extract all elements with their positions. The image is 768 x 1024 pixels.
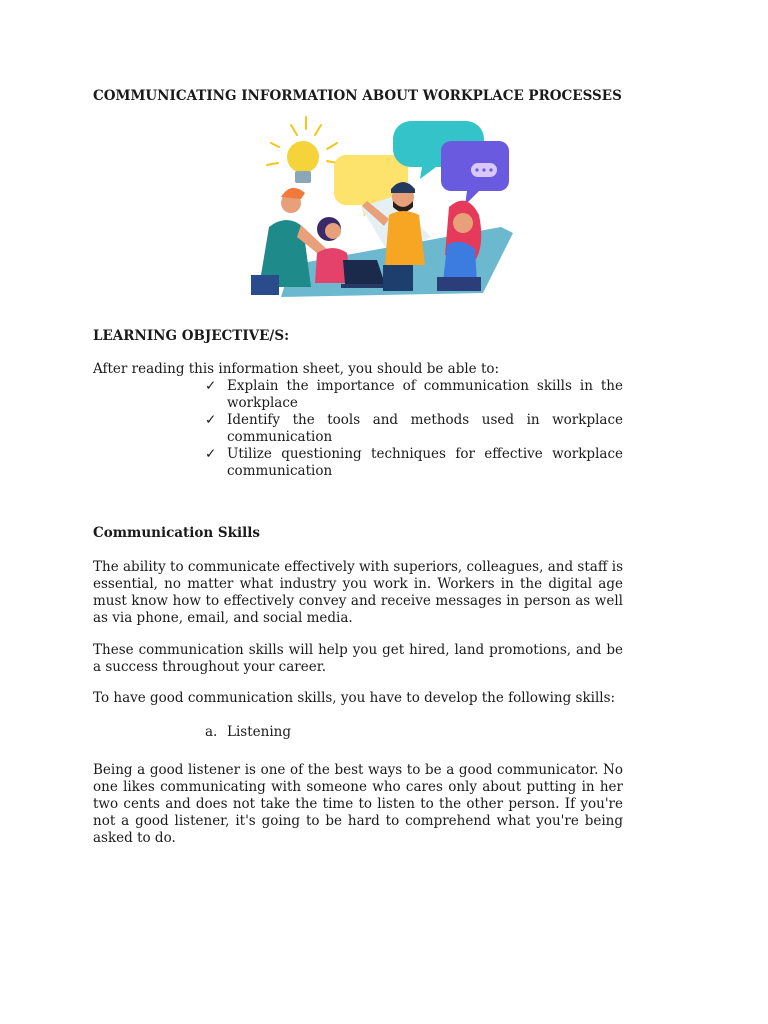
checkmark-icon: ✓ [205,446,217,462]
paragraph: The ability to communicate effectively with superiors, colleagues, and staff is essential, no matter what industry you work in. Workers in the digital age must know how to effectively convey and receive messages in person as well as via phone, email, and social media. [93,559,623,626]
document-title: COMMUNICATING INFORMATION ABOUT WORKPLACE PROCESSES [93,88,622,104]
objective-text: Identify the tools and methods used in workplace communication [227,412,623,445]
section-heading: Communication Skills [93,525,261,541]
skill-list-item [205,724,291,741]
objectives-intro: After reading this information sheet, you should be able to: [93,361,500,377]
paragraph: These communication skills will help you get hired, land promotions, and be a success throughout your career. [93,642,623,675]
list-letter: a. [205,724,218,740]
objectives-heading: LEARNING OBJECTIVE/S: [93,328,290,344]
checkmark-icon: ✓ [205,412,217,428]
list-item [205,446,623,480]
list-item [205,412,623,446]
team-communication-illustration [251,115,521,300]
objective-text: Utilize questioning techniques for effective workplace communication [227,446,623,479]
objective-text: Explain the importance of communication skills in the workplace [227,378,623,411]
objectives-list [205,378,623,480]
paragraph: To have good communication skills, you have to develop the following skills: [93,690,616,706]
skill-label: Listening [227,724,291,740]
checkmark-icon: ✓ [205,378,217,394]
paragraph: Being a good listener is one of the best ways to be a good communicator. No one likes communicating with someone who cares only about putting in her two cents and does not take the time to listen to the other person. If you're not a good listener, it's going to be hard to comprehend what you're being asked to do. [93,762,623,846]
list-item [205,378,623,412]
lightbulb-icon [267,117,337,183]
